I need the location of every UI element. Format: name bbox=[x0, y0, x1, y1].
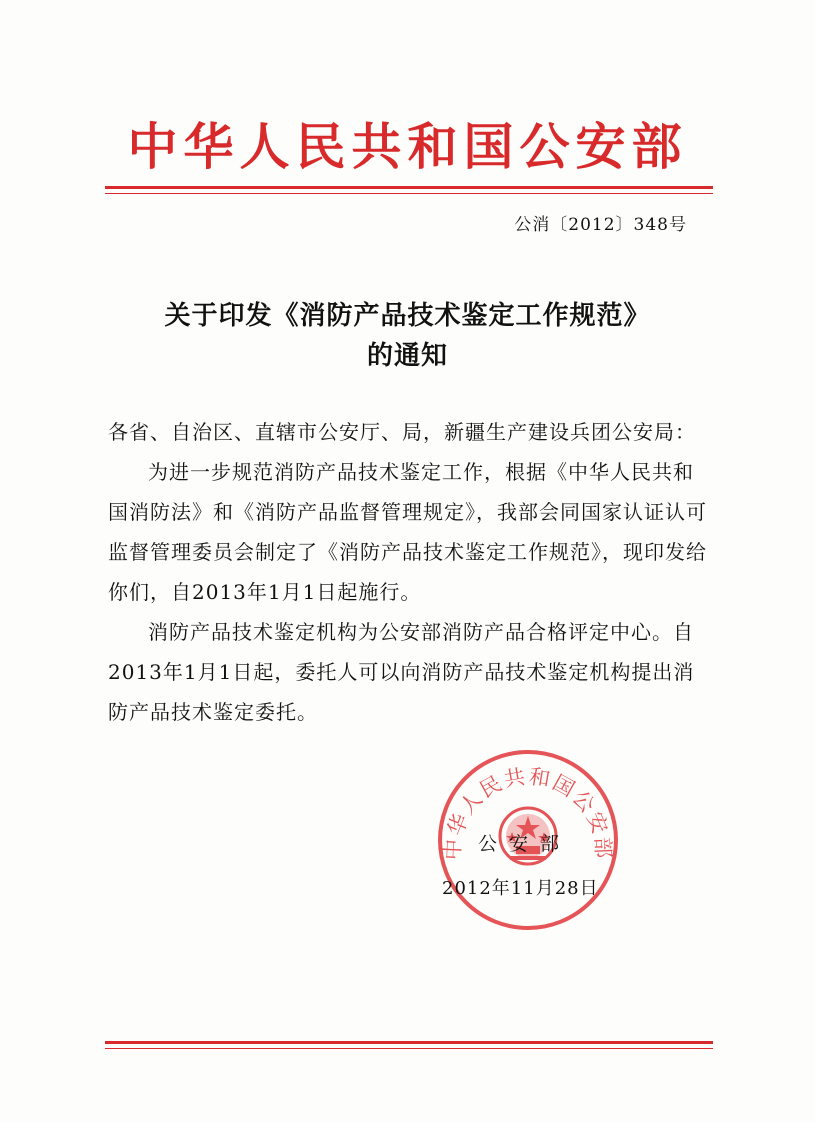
document-title-line-2: 的通知 bbox=[366, 341, 448, 371]
footer-rule-thin bbox=[105, 1048, 713, 1049]
seal-text: 中华人民共和国公安部 bbox=[440, 764, 616, 861]
issuer-signature: 公安部 bbox=[478, 833, 572, 855]
letterhead-rule-thin bbox=[105, 193, 713, 194]
letterhead-rule-thick bbox=[105, 186, 713, 189]
body-paragraph-2: 消防产品技术鉴定机构为公安部消防产品合格评定中心。自2013年1月1日起，委托人可以向消防产品技术鉴定机构提出消防产品技术鉴定委托。 bbox=[108, 620, 695, 724]
body-paragraph-1: 为进一步规范消防产品技术鉴定工作，根据《中华人民共和国消防法》和《消防产品监督管理规定》，我部会同国家认证认可监督管理委员会制定了《消防产品技术鉴定工作规范》，现印发给你们，自2013年1月1日起施行。 bbox=[108, 460, 707, 604]
letterhead-title: 中华人民共和国公安部 bbox=[127, 117, 688, 176]
footer-rule-thick bbox=[105, 1041, 713, 1044]
addressee: 各省、自治区、直辖市公安厅、局，新疆生产建设兵团公安局： bbox=[108, 420, 696, 444]
issue-date: 2012年11月28日 bbox=[442, 878, 599, 899]
document-number: 公消〔2012〕348号 bbox=[514, 215, 687, 235]
document-title-line-1: 关于印发《消防产品技术鉴定工作规范》 bbox=[164, 301, 651, 331]
